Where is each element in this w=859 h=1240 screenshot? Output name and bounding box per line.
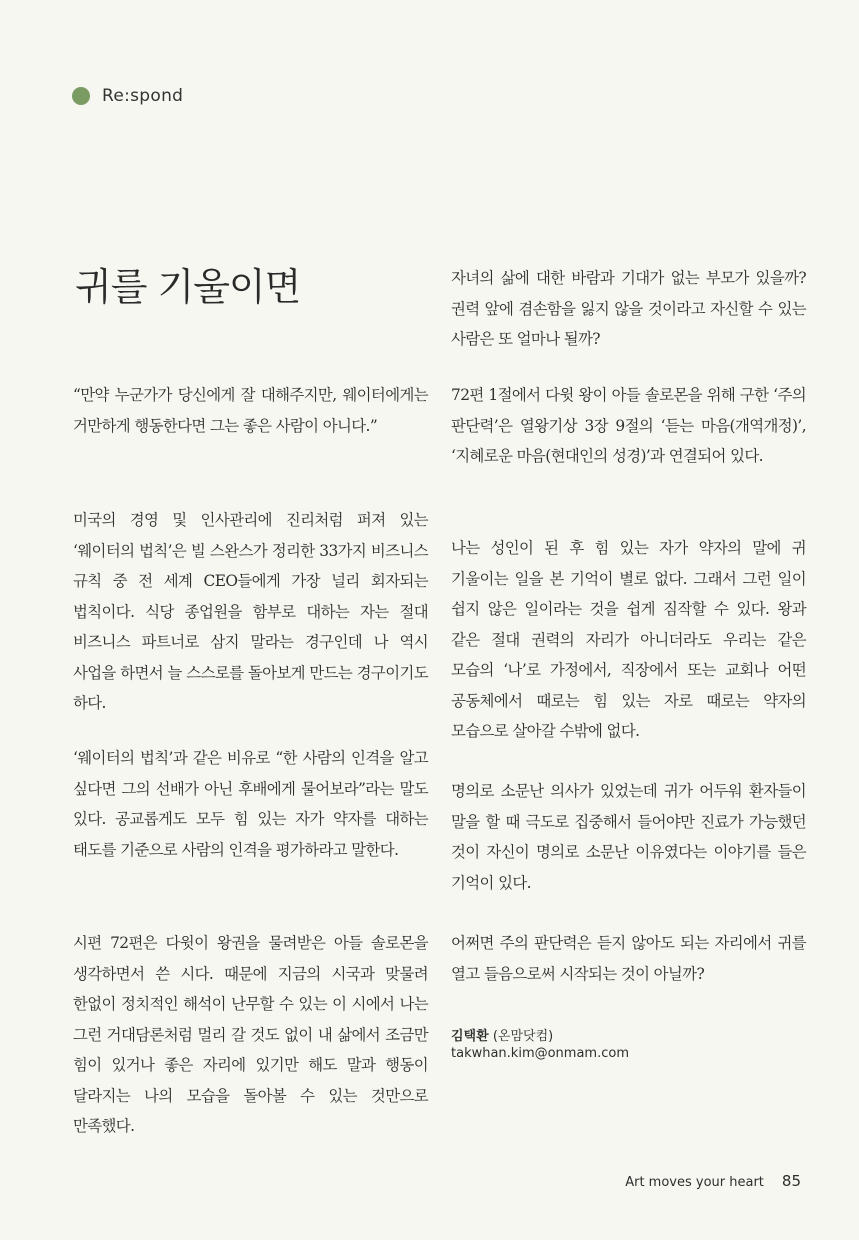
right-paragraph-3: 나는 성인이 된 후 힘 있는 자가 약자의 말에 귀 기울이는 일을 본 기억이 별로 없다. 그래서 그런 일이 쉽지 않은 일이라는 것을 쉽게 짐작할 수 있다. 왕과 같은 절대 권력의 자리가 아니더라도 우리는 같은 모습의 ‘나’로 가정에서, 직장에서 또는 교회나 어떤 공동체에서 때로는 힘 있는 자로 때로는 약자의 모습으로 살아갈 수밖에 없다. <box>451 539 806 740</box>
left-paragraph-1: “만약 누군가가 당신에게 잘 대해주지만, 웨이터에게는 거만하게 행동한다면 그는 좋은 사람이 아니다.” <box>73 386 428 435</box>
author-affiliation: (온맘닷컴) <box>492 1029 554 1044</box>
left-paragraph-4: 시편 72편은 다윗이 왕권을 물려받은 아들 솔로몬을 생각하면서 쓴 시다. 때문에 지금의 시국과 맞물려 한없이 정치적인 해석이 난무할 수 있는 이 시에서 나는 그런 거대담론처럼 멀리 갈 것도 없이 내 삶에서 조금만 힘이 있거나 좋은 자리에 있기만 해도 말과 행동이 달라지는 나의 모습을 돌아볼 수 있는 것만으로 만족했다. <box>73 934 428 1135</box>
author-email: takwhan.kim@onmam.com <box>451 1046 629 1061</box>
author-name: 김택환 <box>451 1029 489 1044</box>
section-tag <box>72 86 183 106</box>
right-paragraph-5: 어쩌면 주의 판단력은 듣지 않아도 되는 자리에서 귀를 열고 들음으로써 시작되는 것이 아닐까? <box>451 934 806 983</box>
left-paragraph-3: ‘웨이터의 법칙’과 같은 비유로 “한 사람의 인격을 알고 싶다면 그의 선배가 아닌 후배에게 물어보라”라는 말도 있다. 공교롭게도 모두 힘 있는 자가 약자를 대하는 태도를 기준으로 사람의 인격을 평가하라고 말한다. <box>73 749 428 859</box>
page-number: 85 <box>781 1172 801 1190</box>
right-paragraph-4: 명의로 소문난 의사가 있었는데 귀가 어두워 환자들이 말을 할 때 극도로 집중해서 들어야만 진료가 가능했던 것이 자신이 명의로 소문난 이유였다는 이야기를 들은 기억이 있다. <box>451 782 806 892</box>
right-paragraph-2: 72편 1절에서 다윗 왕이 아들 솔로몬을 위해 구한 ‘주의 판단력’은 열왕기상 3장 9절의 ‘듣는 마음(개역개정)’, ‘지혜로운 마음(현대인의 성경)’과 연결되어 있다. <box>451 386 806 465</box>
footer-slogan: Art moves your heart <box>625 1175 764 1190</box>
left-paragraph-2: 미국의 경영 및 인사관리에 진리처럼 퍼져 있는 ‘웨이터의 법칙’은 빌 스완스가 정리한 33가지 비즈니스 규칙 중 전 세계 CEO들에게 가장 널리 회자되는 법칙이다. 식당 종업원을 함부로 대하는 자는 절대 비즈니스 파트너로 삼지 말라는 경구인데 나 역시 사업을 하면서 늘 스스로를 돌아보게 만드는 경구이기도 하다. <box>73 511 428 712</box>
author-byline <box>451 1025 553 1044</box>
article-title: 귀를 기울이면 <box>75 265 301 309</box>
page-footer <box>625 1172 801 1190</box>
section-dot-icon <box>72 87 90 105</box>
section-label: Re:spond <box>102 86 184 106</box>
right-paragraph-1: 자녀의 삶에 대한 바람과 기대가 없는 부모가 있을까? 권력 앞에 겸손함을 잃지 않을 것이라고 자신할 수 있는 사람은 또 얼마나 될까? <box>451 269 806 348</box>
